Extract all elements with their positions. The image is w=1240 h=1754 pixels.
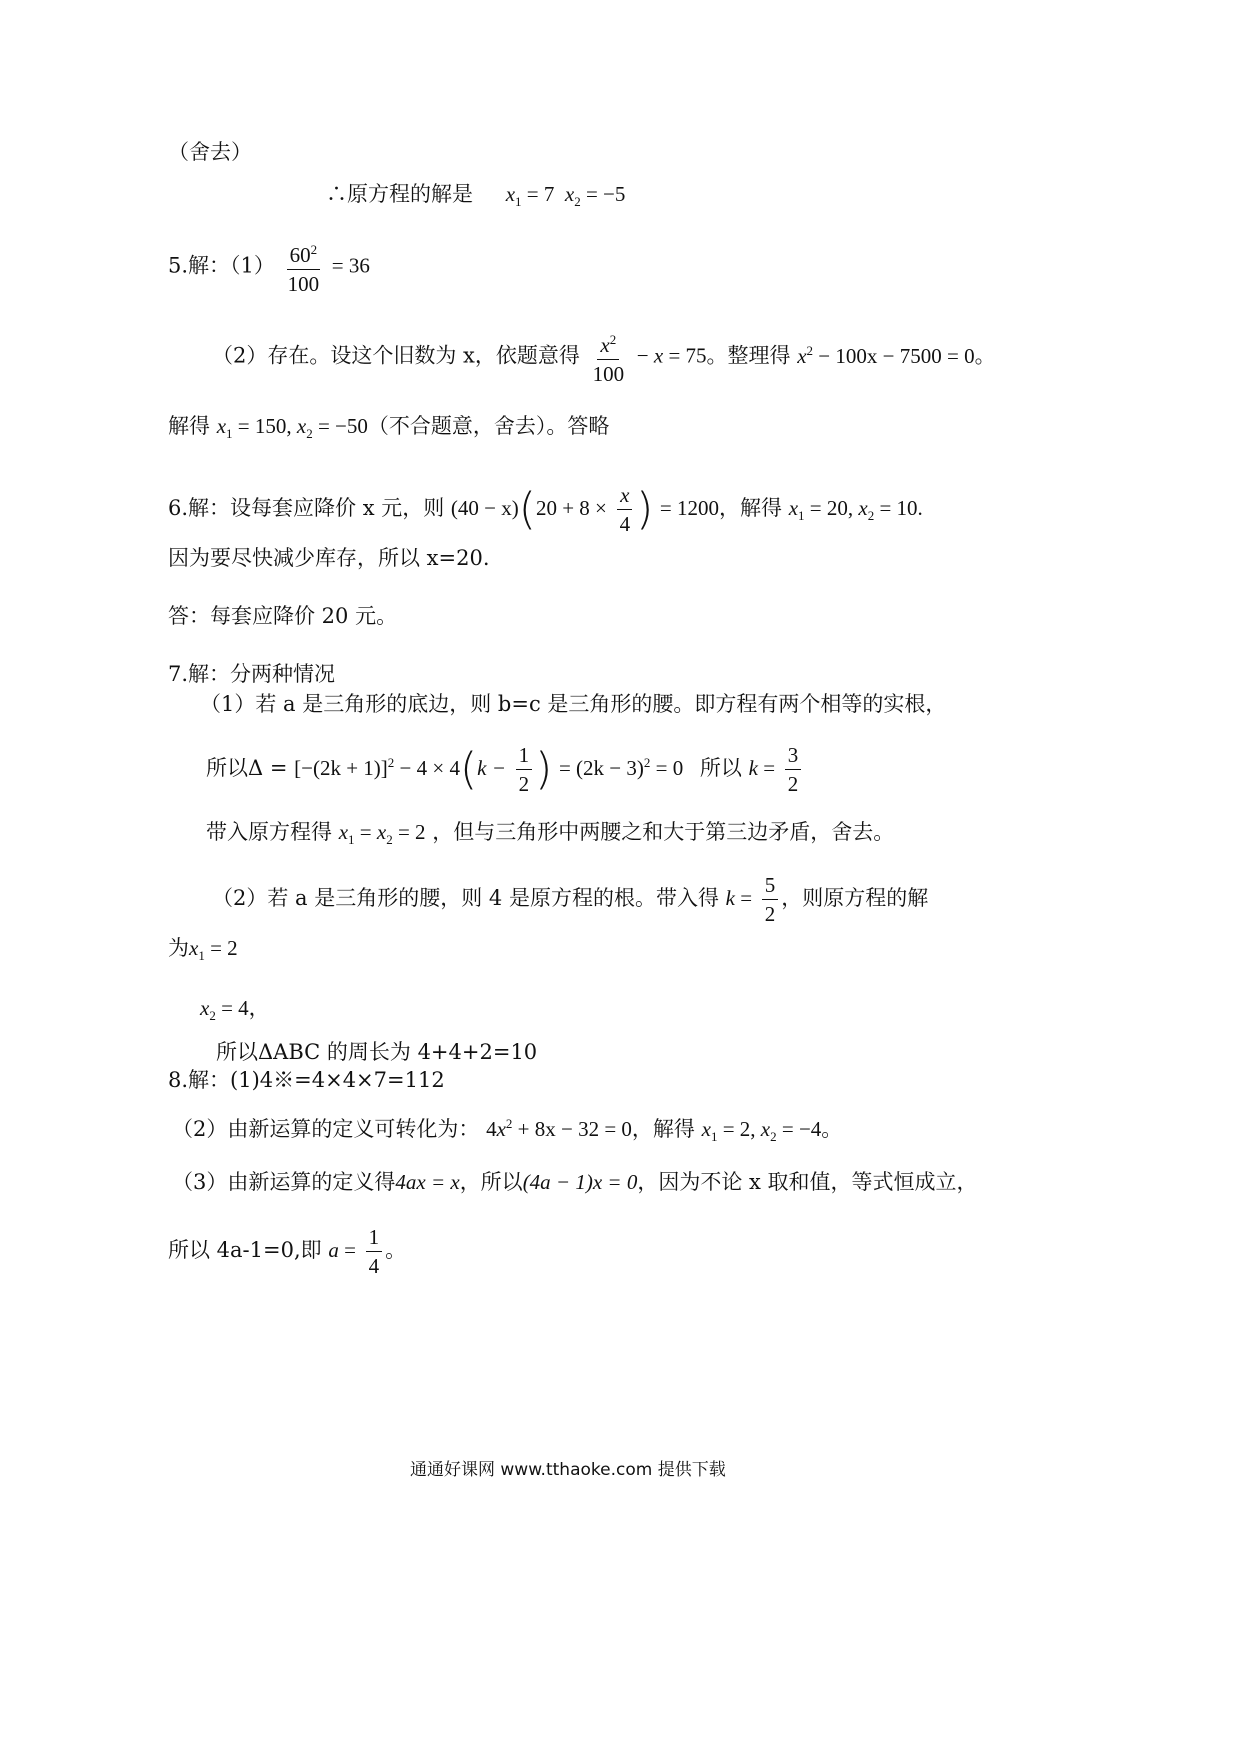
line-q8-part1: 8.解：(1)4※=4×4×7=112	[168, 1068, 445, 1092]
line-q7-root2: $x_2 = 4$，	[200, 996, 270, 1024]
line-solution-conclusion: ∴原方程的解是 $x_1 = 7$ $x_2 = -5$	[326, 182, 626, 210]
line-q7-substitute: 带入原方程得 $x_1 = x_2 = 2$ ，但与三角形中两腰之和大于第三边矛盾，舍去。	[206, 820, 895, 848]
line-q7-title: 7.解：分两种情况	[168, 662, 336, 686]
line-q8-result: 所以 4a-1=0,即 a = $\frac{1}{4}$ 。	[168, 1225, 407, 1278]
line-q6-equation: 6.解：设每套应降价 x 元，则 (40 − x)(20 + 8 × $\frac{x}{4}$ ) = 1200，解得 $x_1 = 20$, $x_2 = 10$.	[168, 483, 923, 536]
line-q7-case1: （1）若 a 是三角形的底边，则 b=c 是三角形的腰。即方程有两个相等的实根，	[200, 692, 947, 716]
line-discard: （舍去）	[168, 140, 252, 164]
line-q5-part1: 5.解：（1） $\frac{60^2}{100}$ = 36	[168, 237, 370, 297]
line-q6-answer: 答：每套应降价 20 元。	[168, 604, 398, 628]
line-q7-perimeter: 所以ΔABC 的周长为 4+4+2=10	[216, 1040, 538, 1064]
line-q7-root1: 为$x_1 = 2$	[168, 936, 238, 964]
line-q7-case2: （2）若 a 是三角形的腰，则 4 是原方程的根。带入得 k = $\frac{5}{2}$ ，则原方程的解	[212, 873, 929, 926]
line-q5-result: 解得 $x_1 = 150$, $x_2 = -50$（不合题意，舍去）。答略	[168, 414, 610, 442]
line-q8-part3: （3）由新运算的定义得4ax = x，所以(4a − 1)x = 0，因为不论 x 取和值，等式恒成立，	[172, 1170, 978, 1194]
line-q5-part2: （2）存在。设这个旧数为 x，依题意得 $\frac{x^2}{100}$ − x = 75。整理得 $x^2 - 100x - 7500 = 0$。	[212, 327, 996, 387]
line-q7-discriminant: 所以$\Delta = [-(2k + 1)]^2 - 4 \times 4(k$ − $\frac{1}{2}$ ) = $(2k - 3)^2 = 0$ 所以 k = $\frac{3}{2}$	[206, 742, 804, 797]
line-q6-reason: 因为要尽快减少库存，所以 x=20.	[168, 546, 490, 570]
line-q8-part2: （2）由新运算的定义可转化为： $4x^2 + 8x - 32 = 0$，解得 $x_1 = 2$, $x_2 = -4$。	[172, 1116, 843, 1145]
page-footer: 通通好课网 www.tthaoke.com 提供下载	[410, 1460, 726, 1480]
